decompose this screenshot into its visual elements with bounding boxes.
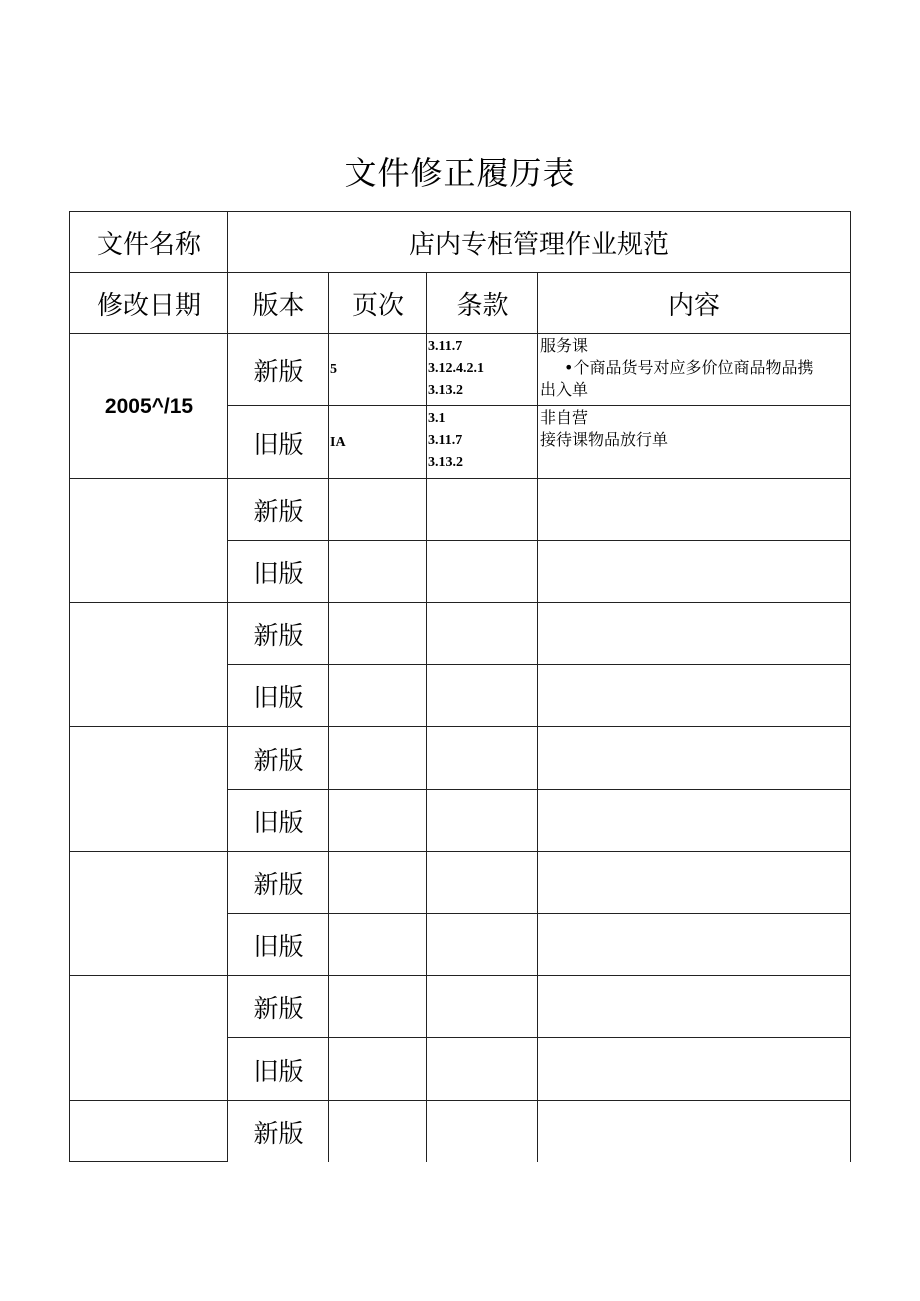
clause-list	[426, 851, 538, 914]
page-value	[328, 478, 427, 541]
version-old: 旧版	[227, 1037, 329, 1101]
page-value	[328, 913, 427, 976]
clause-list	[426, 726, 538, 790]
clause-list	[426, 1100, 538, 1162]
clause-list	[426, 405, 538, 479]
page-value	[328, 789, 427, 852]
header-clause: 条款	[426, 272, 538, 334]
content-cell	[537, 913, 851, 976]
content-line: 服务课	[540, 336, 589, 355]
page-value: 5	[328, 333, 427, 406]
page-value	[328, 540, 427, 603]
page-value	[328, 1037, 427, 1101]
clause-item: 3.1	[428, 411, 446, 426]
page-value: IA	[328, 405, 427, 479]
clause-list	[426, 1037, 538, 1101]
clause-list	[426, 602, 538, 665]
content-line: 出入单	[540, 380, 589, 399]
version-new: 新版	[227, 726, 329, 790]
version-new: 新版	[227, 333, 329, 406]
version-old: 旧版	[227, 664, 329, 727]
content-cell	[537, 851, 851, 914]
version-old: 旧版	[227, 405, 329, 479]
clause-list	[426, 975, 538, 1038]
version-new: 新版	[227, 1100, 329, 1162]
content-cell	[537, 1037, 851, 1101]
page-value	[328, 1100, 427, 1162]
page-value	[328, 975, 427, 1038]
version-new: 新版	[227, 851, 329, 914]
content-cell	[537, 602, 851, 665]
file-name-label: 文件名称	[69, 211, 228, 273]
header-version: 版本	[227, 272, 329, 334]
version-new: 新版	[227, 478, 329, 541]
entry-date	[69, 602, 228, 727]
entry-date	[69, 478, 228, 603]
clause-list	[426, 333, 538, 406]
content-cell	[537, 975, 851, 1038]
content-cell	[537, 789, 851, 852]
content-line: 接待课物品放行单	[540, 430, 669, 449]
clause-item: 3.11.7	[428, 433, 463, 448]
entry-date: 2005^/15	[69, 333, 228, 479]
page-value	[328, 726, 427, 790]
header-page: 页次	[328, 272, 427, 334]
clause-list	[426, 540, 538, 603]
content-cell	[537, 1100, 851, 1162]
version-old: 旧版	[227, 540, 329, 603]
content-line: •个商品货号对应多价位商品物品携	[564, 358, 814, 377]
content-line: 非自营	[540, 408, 589, 427]
clause-item: 3.13.2	[428, 455, 463, 470]
page-title: 文件修正履历表	[344, 154, 576, 192]
file-name-value: 店内专柜管理作业规范	[227, 211, 851, 273]
entry-date	[69, 726, 228, 852]
header-date: 修改日期	[69, 272, 228, 334]
version-old: 旧版	[227, 789, 329, 852]
clause-list	[426, 664, 538, 727]
content-cell	[537, 478, 851, 541]
entry-date	[69, 851, 228, 976]
content-cell	[537, 664, 851, 727]
entry-date	[69, 975, 228, 1101]
content-cell	[537, 405, 851, 479]
version-new: 新版	[227, 975, 329, 1038]
clause-item: 3.11.7	[428, 339, 463, 354]
page-value	[328, 851, 427, 914]
clause-list	[426, 913, 538, 976]
content-cell	[537, 726, 851, 790]
version-old: 旧版	[227, 913, 329, 976]
header-content: 内容	[537, 272, 851, 334]
clause-list	[426, 789, 538, 852]
version-new: 新版	[227, 602, 329, 665]
page-value	[328, 664, 427, 727]
content-cell	[537, 540, 851, 603]
page-value	[328, 602, 427, 665]
clause-item: 3.12.4.2.1	[428, 361, 484, 376]
entry-date	[69, 1100, 228, 1162]
clause-list	[426, 478, 538, 541]
content-cell	[537, 333, 851, 406]
clause-item: 3.13.2	[428, 383, 463, 398]
